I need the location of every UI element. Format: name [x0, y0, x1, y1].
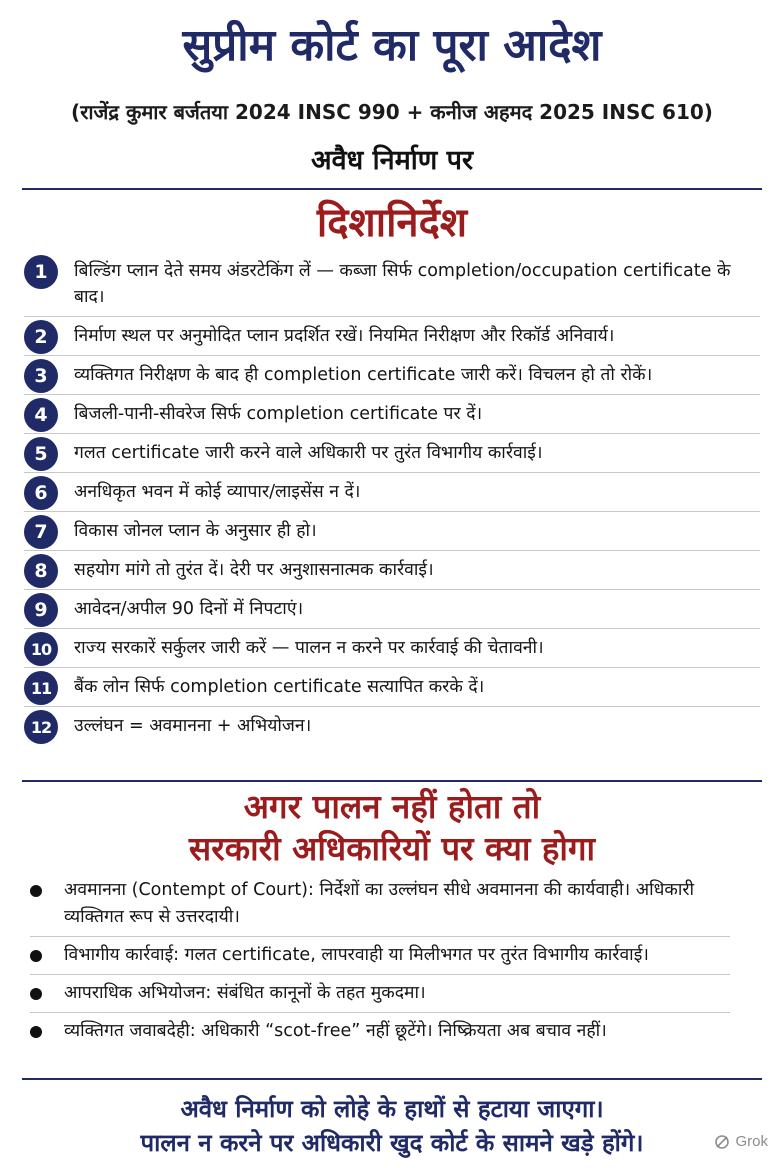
case-citation: (राजेंद्र कुमार बर्जतया 2024 INSC 990 + कनीज अहमद 2025 INSC 610) — [71, 100, 713, 124]
consequence-item — [30, 975, 730, 1013]
guideline-item — [24, 317, 760, 356]
guideline-item — [24, 356, 760, 395]
guideline-number-badge: 11 — [24, 671, 58, 705]
bullet-icon — [30, 988, 42, 1000]
grok-logo-icon — [714, 1134, 730, 1150]
guidelines-list — [24, 252, 760, 745]
guideline-number-badge: 5 — [24, 437, 58, 471]
guideline-item — [24, 434, 760, 473]
consequence-text: व्यक्तिगत जवाबदेही: अधिकारी “scot-free” नहीं छूटेंगे। निष्क्रियता अब बचाव नहीं। — [64, 1021, 607, 1041]
closing-line-2: पालन न करने पर अधिकारी खुद कोर्ट के सामने खड़े होंगे। — [140, 1129, 644, 1157]
guideline-text: बैंक लोन सिर्फ completion certificate सत्यापित करके दें। — [74, 677, 485, 697]
guideline-item — [24, 590, 760, 629]
subject-line: अवैध निर्माण पर — [310, 145, 474, 176]
consequence-item — [30, 872, 730, 937]
guideline-item — [24, 395, 760, 434]
guideline-item — [24, 707, 760, 745]
consequences-list — [30, 872, 730, 1050]
guideline-number-badge: 4 — [24, 398, 58, 432]
guideline-text: व्यक्तिगत निरीक्षण के बाद ही completion certificate जारी करें। विचलन हो तो रोकें। — [74, 365, 653, 385]
guideline-item — [24, 473, 760, 512]
guideline-number-badge: 6 — [24, 476, 58, 510]
guidelines-heading: दिशानिर्देश — [316, 199, 468, 246]
guideline-text: आवेदन/अपील 90 दिनों में निपटाएं। — [74, 599, 304, 619]
guideline-number-badge: 3 — [24, 359, 58, 393]
guideline-item — [24, 512, 760, 551]
guideline-number-badge: 8 — [24, 554, 58, 588]
consequence-text: विभागीय कार्रवाई: गलत certificate, लापरवाही या मिलीभगत पर तुरंत विभागीय कार्रवाई। — [64, 945, 649, 965]
watermark — [714, 1133, 768, 1150]
consequence-text: आपराधिक अभियोजन: संबंधित कानूनों के तहत मुकदमा। — [64, 983, 426, 1003]
footer-divider — [22, 1078, 762, 1080]
consequence-heading-line-2: सरकारी अधिकारियों पर क्या होगा — [188, 829, 596, 868]
guideline-number-badge: 9 — [24, 593, 58, 627]
watermark-label: Grok — [735, 1133, 768, 1150]
section-divider — [22, 780, 762, 782]
guideline-text: गलत certificate जारी करने वाले अधिकारी पर तुरंत विभागीय कार्रवाई। — [74, 443, 543, 463]
closing-statement — [0, 1092, 784, 1160]
guideline-number-badge: 1 — [24, 255, 58, 289]
guideline-item — [24, 551, 760, 590]
consequence-item — [30, 1013, 730, 1050]
page-title: सुप्रीम कोर्ट का पूरा आदेश — [182, 20, 602, 71]
guideline-item — [24, 629, 760, 668]
consequence-heading — [0, 786, 784, 870]
guideline-text: बिल्डिंग प्लान देते समय अंडरटेकिंग लें — कब्जा सिर्फ completion/occupation certificate के बाद। — [74, 261, 731, 307]
guideline-item — [24, 668, 760, 707]
closing-line-1: अवैध निर्माण को लोहे के हाथों से हटाया जाएगा। — [180, 1095, 604, 1123]
consequence-item — [30, 937, 730, 975]
guideline-number-badge: 12 — [24, 710, 58, 744]
consequence-heading-line-1: अगर पालन नहीं होता तो — [243, 787, 541, 826]
guideline-text: राज्य सरकारें सर्कुलर जारी करें — पालन न करने पर कार्रवाई की चेतावनी। — [74, 638, 544, 658]
guideline-text: बिजली-पानी-सीवरेज सिर्फ completion certificate पर दें। — [74, 404, 483, 424]
guideline-text: सहयोग मांगे तो तुरंत दें। देरी पर अनुशासनात्मक कार्रवाई। — [74, 560, 434, 580]
bullet-icon — [30, 885, 42, 897]
guideline-text: विकास जोनल प्लान के अनुसार ही हो। — [74, 521, 317, 541]
guideline-item — [24, 252, 760, 317]
bullet-icon — [30, 950, 42, 962]
bullet-icon — [30, 1026, 42, 1038]
guideline-number-badge: 10 — [24, 632, 58, 666]
header-divider — [22, 188, 762, 190]
guideline-number-badge: 2 — [24, 320, 58, 354]
guideline-text: अनधिकृत भवन में कोई व्यापार/लाइसेंस न दें। — [74, 482, 361, 502]
guideline-text: उल्लंघन = अवमानना + अभियोजन। — [74, 716, 312, 736]
guideline-number-badge: 7 — [24, 515, 58, 549]
guideline-text: निर्माण स्थल पर अनुमोदित प्लान प्रदर्शित रखें। नियमित निरीक्षण और रिकॉर्ड अनिवार्य। — [74, 326, 615, 346]
consequence-text: अवमानना (Contempt of Court): निर्देशों का उल्लंघन सीधे अवमानना की कार्यवाही। अधिकारी व्यक्तिगत रूप से उत्तरदायी। — [64, 880, 695, 927]
